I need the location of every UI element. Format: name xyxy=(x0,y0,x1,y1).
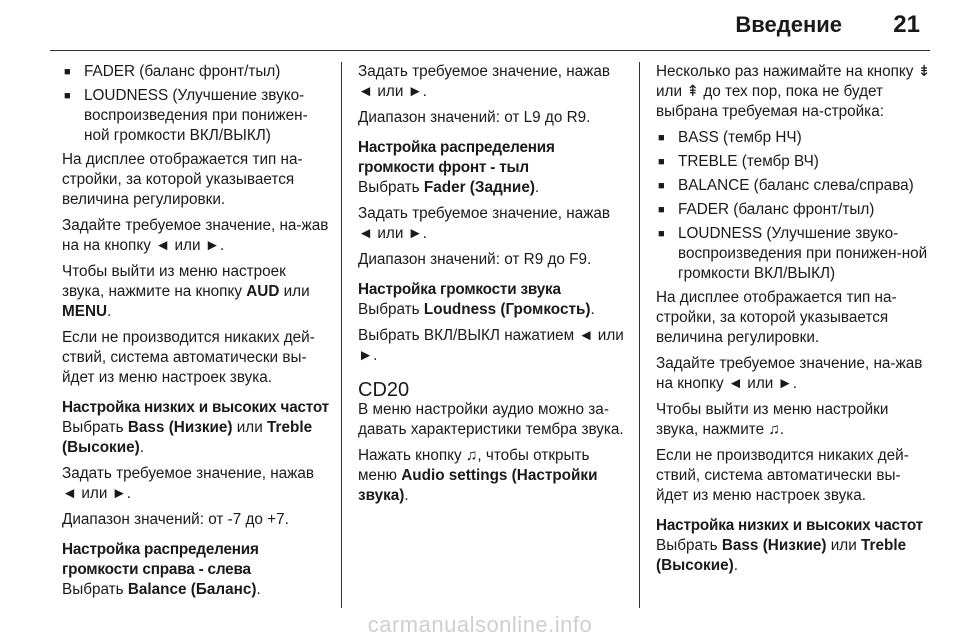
paragraph: На дисплее отображается тип на-стройки, за которой указывается величина регулировки. xyxy=(62,151,303,208)
watermark: carmanualsonline.info xyxy=(367,612,593,637)
column-3 xyxy=(656,62,932,582)
list-item: ■ LOUDNESS (Улучшение звуко-воспроизведения при понижен-ной громкости ВКЛ/ВЫКЛ) xyxy=(62,86,332,146)
paragraph: Диапазон значений: от R9 до F9. xyxy=(358,251,592,268)
paragraph: Выбрать Fader (Задние). xyxy=(358,179,540,196)
paragraph: Задайте требуемое значение, на-жав на на кнопку ◄ или ►. xyxy=(62,217,329,254)
paragraph: Выбрать Bass (Низкие) или Treble (Высокие). xyxy=(62,419,313,456)
section-title: Введение xyxy=(735,12,842,37)
header-divider xyxy=(50,50,930,51)
page-number: 21 xyxy=(893,11,920,38)
column-2 xyxy=(358,62,628,512)
paragraph: Чтобы выйти из меню настройки звука, нажмите ♫. xyxy=(656,401,889,438)
aud-key: AUD xyxy=(246,283,280,300)
paragraph: Выбрать Loudness (Громкость). xyxy=(358,301,595,318)
list-item: ■ BASS (тембр НЧ) xyxy=(656,128,932,148)
paragraph: Задать требуемое значение, нажав ◄ или ►. xyxy=(358,205,611,242)
column-divider xyxy=(341,62,342,608)
paragraph: Несколько раз нажимайте на кнопку ⇟ или ⇞ до тех пор, пока не будет выбрана требуемая на-стройка: xyxy=(656,63,931,120)
settings-list xyxy=(656,128,932,284)
paragraph: Нажать кнопку ♫, чтобы открыть меню Audio settings (Настройки звука). xyxy=(358,447,598,504)
paragraph: Диапазон значений: от L9 до R9. xyxy=(358,109,591,126)
subheading-bass-treble: Настройка низких и высоких частот xyxy=(656,517,923,534)
list-item: ■ FADER (баланс фронт/тыл) xyxy=(62,62,332,82)
column-divider xyxy=(639,62,640,608)
paragraph: Если не производится никаких дей-ствий, система автоматически вы-йдет из меню настроек звука. xyxy=(656,447,909,504)
list-item: ■ BALANCE (баланс слева/справа) xyxy=(656,176,932,196)
list-item: ■ TREBLE (тембр ВЧ) xyxy=(656,152,932,172)
paragraph: Выбрать ВКЛ/ВЫКЛ нажатием ◄ или ►. xyxy=(358,327,624,364)
list-item: ■ FADER (баланс фронт/тыл) xyxy=(656,200,932,220)
subheading-balance: Настройка распределения громкости справа - слева xyxy=(62,541,259,578)
paragraph: В меню настройки аудио можно за-давать характеристики тембра звука. xyxy=(358,401,624,438)
paragraph: Если не производится никаких дей-ствий, система автоматически вы-йдет из меню настроек звука. xyxy=(62,329,315,386)
paragraph: Задать требуемое значение, нажав ◄ или ►. xyxy=(358,63,611,100)
paragraph: Диапазон значений: от -7 до +7. xyxy=(62,511,289,528)
paragraph: Выбрать Bass (Низкие) или Treble (Высокие). xyxy=(656,537,907,574)
paragraph: Чтобы выйти из меню настроек звука, нажмите на кнопку AUD или MENU. xyxy=(62,263,310,320)
paragraph: На дисплее отображается тип на-стройки, за которой указывается величина регулировки. xyxy=(656,289,897,346)
column-1 xyxy=(62,62,332,606)
paragraph: Задайте требуемое значение, на-жав на кнопку ◄ или ►. xyxy=(656,355,923,392)
paragraph: Выбрать Balance (Баланс). xyxy=(62,581,261,598)
paragraph: Задать требуемое значение, нажав ◄ или ►. xyxy=(62,465,315,502)
subheading-fader: Настройка распределения громкости фронт - тыл xyxy=(358,139,555,176)
settings-list xyxy=(62,62,332,146)
menu-key: MENU xyxy=(62,303,108,320)
subheading-loudness: Настройка громкости звука xyxy=(358,281,561,298)
list-item: ■ LOUDNESS (Улучшение звуко-воспроизведения при понижен-ной громкости ВКЛ/ВЫКЛ) xyxy=(656,224,932,284)
subheading-bass-treble: Настройка низких и высоких частот xyxy=(62,399,329,416)
section-heading-cd20: CD20 xyxy=(358,379,410,401)
